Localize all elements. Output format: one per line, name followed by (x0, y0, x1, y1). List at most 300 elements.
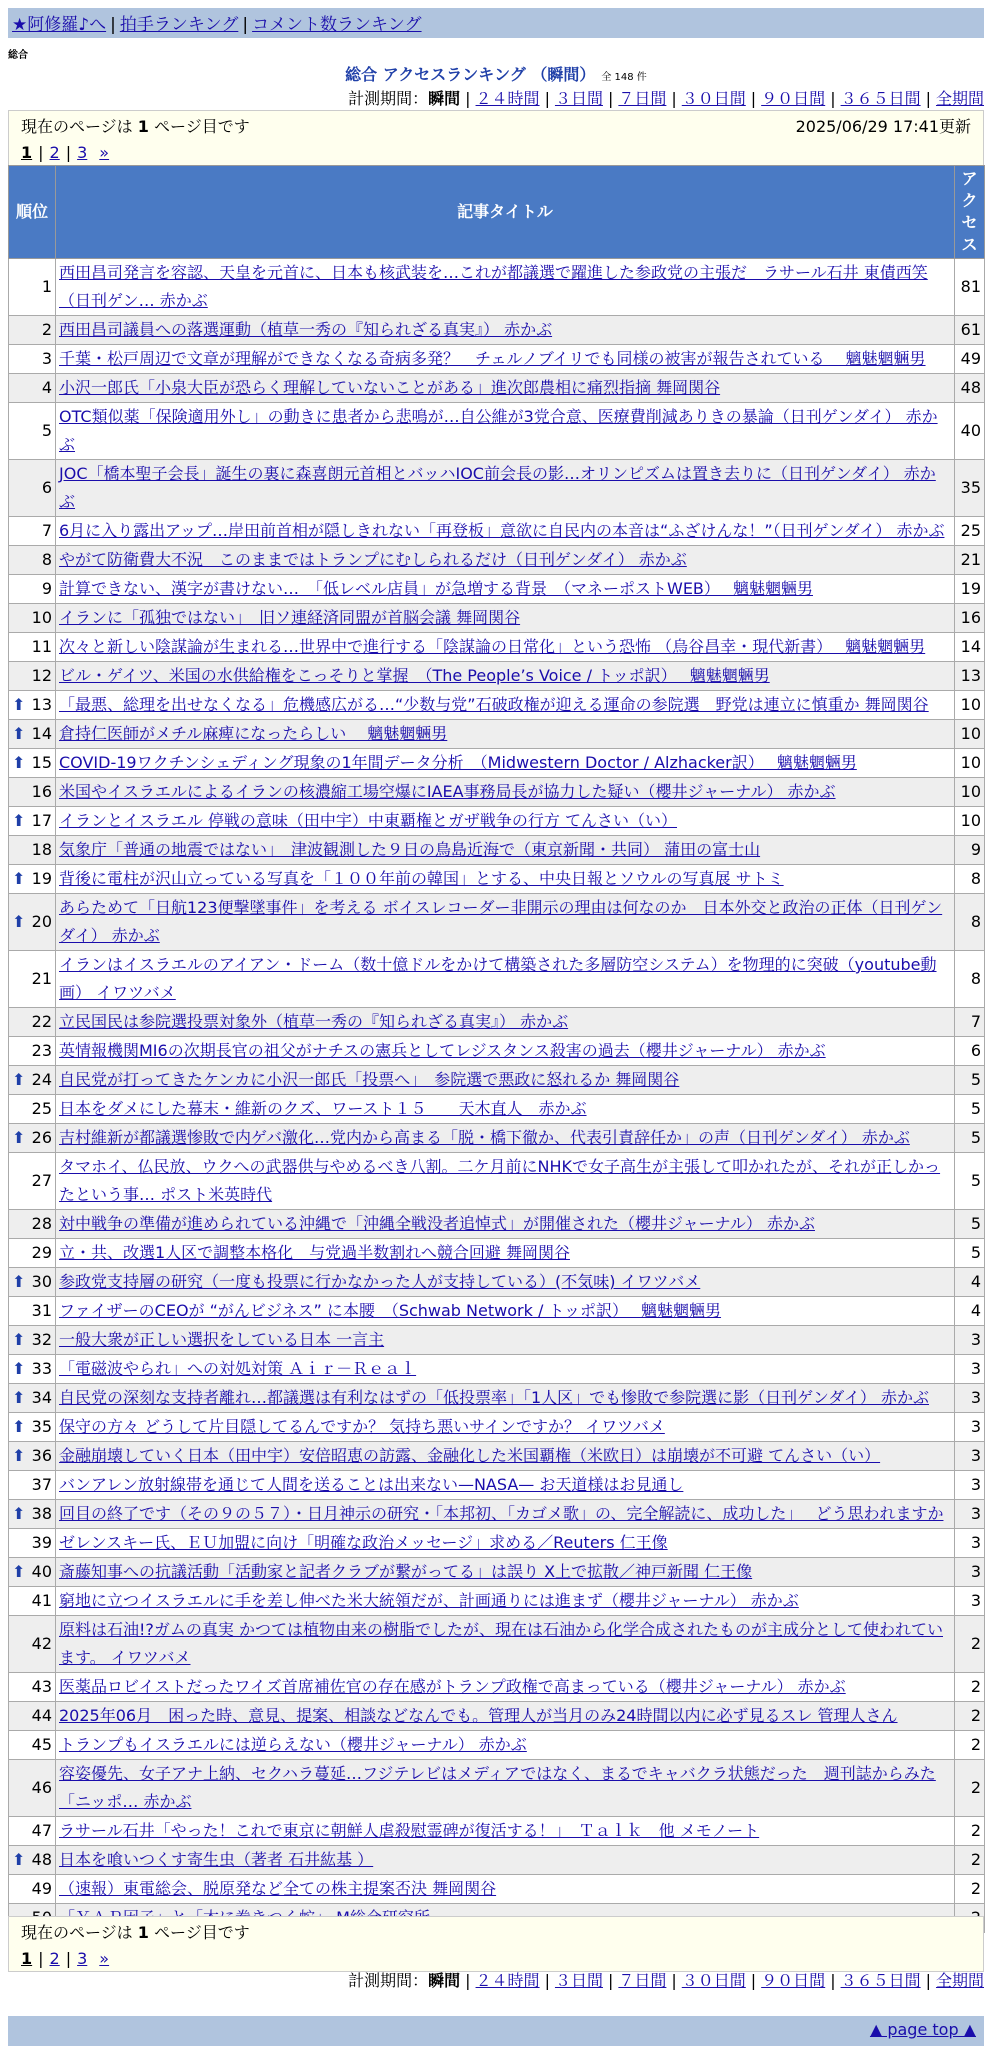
rank-cell (9, 1702, 56, 1731)
period-separator: | (830, 89, 836, 108)
article-link[interactable]: 斎藤知事への抗議活動「活動家と記者クラブが繋がってる」は誤り X上で拡散／神戸新聞 仁王像 (59, 1562, 753, 1581)
article-link[interactable]: 次々と新しい陰謀論が生まれる…世界中で進行する「陰謀論の日常化」という恐怖 （烏谷昌幸・現代新書） 魑魅魍魎男 (59, 637, 926, 656)
table-row (9, 1875, 985, 1904)
title-cell (56, 720, 955, 749)
table-row (9, 1297, 985, 1326)
access-count: 2 (955, 1702, 985, 1731)
title-cell (56, 460, 955, 517)
rank-number: 30 (31, 1272, 52, 1291)
table-row (9, 1500, 985, 1529)
rank-number: 12 (31, 666, 52, 685)
up-arrow-icon: ⬆ (12, 1850, 26, 1869)
period-label: 計測期間： (348, 89, 429, 108)
article-link[interactable]: トランプもイスラエルには逆らえない（櫻井ジャーナル） 赤かぶ (59, 1735, 527, 1754)
page-link[interactable]: 1 (21, 142, 33, 162)
article-link[interactable]: 参政党支持層の研究（一度も投票に行かなかった人が支持している）(不気味) イワツバメ (59, 1272, 701, 1291)
page-link[interactable]: 2 (49, 1948, 60, 1968)
rank-number: 9 (41, 579, 52, 598)
article-link[interactable]: タマホイ、仏民放、ウクへの武器供与やめるべき八割。二ケ月前にNHKで女子高生が主張して叩かれたが、それが正しかったという事… ポスト米英時代 (59, 1157, 941, 1204)
article-link[interactable]: 自民党の深刻な支持者離れ…都議選は有利なはずの「低投票率」「1人区」でも惨敗で参院選に影（日刊ゲンダイ） 赤かぶ (59, 1388, 929, 1407)
title-cell (56, 894, 955, 951)
page-link[interactable]: 3 (77, 1948, 88, 1968)
access-count: 3 (955, 1471, 985, 1500)
rank-cell (9, 1326, 56, 1355)
article-link[interactable]: 日本を喰いつくす寄生虫（著者 石井紘基 ） (59, 1850, 374, 1869)
rank-cell (9, 1846, 56, 1875)
article-link[interactable]: 「電磁波やられ」への対処対策 Ａｉｒ－Ｒｅａｌ (59, 1359, 417, 1378)
table-row (9, 865, 985, 894)
period-link[interactable]: ３６５日間 (840, 1971, 921, 1990)
pagination-status (9, 1917, 983, 1945)
rank-number: 18 (31, 840, 52, 859)
up-arrow-icon: ⬆ (12, 869, 26, 888)
table-row (9, 1326, 985, 1355)
period-link[interactable]: 全期間 (935, 1971, 984, 1990)
rank-cell (9, 575, 56, 604)
article-link[interactable]: 対中戦争の準備が進められている沖縄で「沖縄全戦没者追悼式」が開催された（櫻井ジャーナル） 赤かぶ (59, 1214, 815, 1233)
table-row (9, 316, 985, 345)
rank-number: 10 (31, 608, 52, 627)
title-cell (56, 1529, 955, 1558)
period-selector-bottom (348, 1968, 984, 1991)
access-count: 5 (955, 1066, 985, 1095)
article-link[interactable]: （速報）東電総会、脱原発など全ての株主提案否決 舞岡関谷 (59, 1879, 497, 1898)
period-separator: | (607, 1971, 614, 1990)
title-cell (56, 1153, 955, 1210)
article-link[interactable]: 2025年06月 困った時、意見、提案、相談などなんでも。管理人が当月のみ24時間以内に必ず見るスレ 管理人さん (59, 1706, 898, 1725)
article-link[interactable]: COVID-19ワクチンシェディング現象の1年間データ分析 （Midwestern Doctor / Alzhacker訳） 魑魅魍魎男 (59, 753, 857, 772)
page-separator: | (65, 1948, 72, 1968)
article-link[interactable]: 倉持仁医師がメチル麻痺になったらしい 魑魅魍魎男 (59, 724, 448, 743)
table-row (9, 1587, 985, 1616)
access-count: 4 (955, 1268, 985, 1297)
article-link[interactable]: ビル・ゲイツ、米国の水供給権をこっそりと掌握 （The People’s Voice / トッポ訳） 魑魅魍魎男 (59, 666, 770, 685)
current-page-prefix: 現在のページは (21, 1922, 138, 1942)
title-cell (56, 1239, 955, 1268)
title-cell (56, 1355, 955, 1384)
title-cell (56, 517, 955, 546)
access-count: 3 (955, 1413, 985, 1442)
rank-number: 5 (41, 421, 52, 440)
page-separator: | (38, 1948, 44, 1968)
rank-number: 42 (31, 1634, 52, 1653)
rank-cell (9, 691, 56, 720)
article-link[interactable]: バンアレン放射線帯を通じて人間を送ることは出来ない—NASA— お天道様はお見通し (59, 1475, 684, 1494)
nav-separator: | (242, 15, 249, 35)
article-link[interactable]: 6月に入り露出アップ…岸田前首相が隠しきれない「再登板」意欲に自民内の本音は“ふざけんな！”（日刊ゲンダイ） 赤かぶ (59, 521, 945, 540)
table-row (9, 1442, 985, 1471)
rank-number: 38 (31, 1504, 52, 1523)
article-link[interactable]: ファイザーのCEOが “がんビジネス” に本腰 （Schwab Network / トッポ訳） 魑魅魍魎男 (59, 1301, 722, 1320)
article-link[interactable]: 一般大衆が正しい選択をしている日本 一言主 (59, 1330, 385, 1349)
rank-number: 15 (31, 753, 52, 772)
period-link[interactable]: ７日間 (618, 1971, 667, 1990)
table-row (9, 1413, 985, 1442)
up-arrow-icon: ⬆ (12, 1504, 26, 1523)
rank-cell (9, 807, 56, 836)
article-link[interactable]: あらためて「日航123便撃墜事件」を考える ボイスレコーダー非開示の理由は何なのか 日本外交と政治の正体（日刊ゲンダイ） 赤かぶ (59, 898, 943, 945)
title-cell (56, 1008, 955, 1037)
title-cell (56, 1326, 955, 1355)
rank-number: 26 (31, 1128, 52, 1147)
period-link[interactable]: ７日間 (618, 89, 667, 108)
access-count: 2 (955, 1760, 985, 1817)
pagination-top (8, 110, 984, 166)
access-count: 3 (955, 1442, 985, 1471)
rank-number: 37 (31, 1475, 52, 1494)
next-page-link[interactable]: » (99, 142, 110, 162)
article-link[interactable]: 窮地に立つイスラエルに手を差し伸べた米大統領だが、計画通りには進まず（櫻井ジャーナル） 赤かぶ (59, 1591, 799, 1610)
up-arrow-icon: ⬆ (12, 1562, 26, 1581)
rank-cell (9, 374, 56, 403)
rank-number: 45 (31, 1735, 52, 1754)
title-cell (56, 1558, 955, 1587)
access-count: 10 (955, 691, 985, 720)
period-separator: | (925, 89, 931, 108)
access-count: 4 (955, 1297, 985, 1326)
period-separator: | (925, 1971, 931, 1990)
title-cell (56, 1587, 955, 1616)
rank-number: 46 (31, 1778, 52, 1797)
ranking-title: 総合 アクセスランキング （瞬間） (345, 65, 596, 84)
article-link[interactable]: イランに「孤独ではない」 旧ソ連経済同盟が首脳会議 舞岡関谷 (59, 608, 521, 627)
table-row (9, 1846, 985, 1875)
access-count: 81 (955, 259, 985, 316)
rank-cell (9, 1124, 56, 1153)
rank-cell (9, 1442, 56, 1471)
title-cell (56, 633, 955, 662)
rank-cell (9, 1153, 56, 1210)
table-row (9, 720, 985, 749)
period-separator: | (544, 1971, 550, 1990)
period-link[interactable]: ９０日間 (761, 89, 826, 108)
table-row (9, 1268, 985, 1297)
access-count: 10 (955, 720, 985, 749)
rank-cell (9, 259, 56, 316)
period-link[interactable]: ９０日間 (761, 1971, 826, 1990)
article-link[interactable]: JOC「橋本聖子会長」誕生の裏に森喜朗元首相とバッハIOC前会長の影…オリンピズムは置き去りに（日刊ゲンダイ） 赤かぶ (59, 464, 936, 511)
period-current: 瞬間 (428, 1971, 461, 1990)
rank-number: 32 (31, 1330, 52, 1349)
up-arrow-icon: ⬆ (12, 1359, 26, 1378)
rank-number: 40 (31, 1562, 52, 1581)
rank-cell (9, 894, 56, 951)
page-links (9, 139, 983, 165)
rank-cell (9, 749, 56, 778)
rank-cell (9, 1008, 56, 1037)
period-link[interactable]: ３日間 (554, 1971, 603, 1990)
access-count: 10 (955, 807, 985, 836)
title-cell (56, 1731, 955, 1760)
period-separator: | (671, 89, 677, 108)
period-label: 計測期間： (348, 1971, 429, 1990)
table-row (9, 575, 985, 604)
rank-number: 43 (31, 1677, 52, 1696)
page-title (8, 62, 984, 85)
access-count: 3 (955, 1326, 985, 1355)
table-row (9, 1066, 985, 1095)
rank-number: 33 (31, 1359, 52, 1378)
updated-timestamp: 2025/06/29 17:41更新 (795, 116, 971, 136)
period-link[interactable]: ３日間 (554, 89, 603, 108)
rank-number: 27 (31, 1171, 52, 1190)
title-cell (56, 1875, 955, 1904)
rank-number: 35 (31, 1417, 52, 1436)
rank-cell (9, 1760, 56, 1817)
article-link[interactable]: 英情報機関MI6の次期長官の祖父がナチスの憲兵としてレジスタンス殺害の過去（櫻井ジャーナル） 赤かぶ (59, 1041, 826, 1060)
rank-cell (9, 1095, 56, 1124)
pagination-bottom (8, 1916, 984, 1972)
up-arrow-icon: ⬆ (12, 695, 26, 714)
rank-cell (9, 1529, 56, 1558)
rank-number: 22 (31, 1012, 52, 1031)
access-count: 10 (955, 778, 985, 807)
rank-number: 29 (31, 1243, 52, 1262)
article-link[interactable]: 米国やイスラエルによるイランの核濃縮工場空爆にIAEA事務局長が協力した疑い（櫻井ジャーナル） 赤かぶ (59, 782, 836, 801)
title-cell (56, 836, 955, 865)
title-cell (56, 951, 955, 1008)
period-separator: | (465, 89, 471, 108)
article-link[interactable]: 医薬品ロビイストだったワイズ首席補佐官の存在感がトランプ政権で高まっている（櫻井ジャーナル） 赤かぶ (59, 1677, 846, 1696)
rank-number: 39 (31, 1533, 52, 1552)
period-link[interactable]: ３０日間 (681, 1971, 746, 1990)
home-link[interactable]: ★阿修羅♪へ (12, 15, 107, 35)
table-row (9, 1673, 985, 1702)
article-link[interactable]: 容姿優先、女子アナ上納、セクハラ蔓延…フジテレビはメディアではなく、まるでキャバクラ状態だった 週刊誌からみた「ニッポ… 赤かぶ (59, 1764, 936, 1811)
article-link[interactable]: 「最悪、総理を出せなくなる」危機感広がる…“少数与党”石破政権が迎える運命の参院選 野党は連立に慎重か 舞岡関谷 (59, 695, 929, 714)
header-rank: 順位 (9, 166, 56, 259)
table-row (9, 1471, 985, 1500)
article-link[interactable]: 計算できない、漢字が書けない… 「低レベル店員」が急増する背景 （マネーポストWEB） 魑魅魍魎男 (59, 579, 813, 598)
table-row (9, 1702, 985, 1731)
rank-cell (9, 1066, 56, 1095)
rank-number: 4 (41, 378, 52, 397)
article-link[interactable]: 千葉・松戸周辺で文章が理解ができなくなる奇病多発？ チェルノブイリでも同様の被害が報告されている 魑魅魍魎男 (59, 349, 926, 368)
period-current: 瞬間 (428, 89, 461, 108)
article-link[interactable]: イランとイスラエル 停戦の意味（田中宇）中東覇権とガザ戦争の行方 てんさい（い） (59, 811, 678, 830)
article-link[interactable]: 金融崩壊していく日本（田中宇）安倍昭恵の訪露、金融化した米国覇権（米欧日）は崩壊が不可避 てんさい（い） (59, 1446, 881, 1465)
rank-number: 49 (31, 1879, 52, 1898)
access-count: 2 (955, 1817, 985, 1846)
rank-cell (9, 1210, 56, 1239)
article-link[interactable]: ラサール石井「やった！これで東京に朝鮮人虐殺慰霊碑が復活する！」 Ｔａｌｋ 他 メモノート (59, 1821, 760, 1840)
title-cell (56, 1846, 955, 1875)
up-arrow-icon: ⬆ (12, 1388, 26, 1407)
access-count: 3 (955, 1587, 985, 1616)
title-cell (56, 403, 955, 460)
article-link[interactable]: 原料は石油!?ガムの真実 かつては植物由来の樹脂でしたが、現在は石油から化学合成されたものが主成分として使われています。 イワツバメ (59, 1620, 943, 1667)
table-row (9, 1355, 985, 1384)
table-row (9, 1095, 985, 1124)
table-row (9, 633, 985, 662)
rank-cell (9, 951, 56, 1008)
rank-number: 11 (31, 637, 52, 656)
rank-cell (9, 865, 56, 894)
access-count: 2 (955, 1673, 985, 1702)
table-row (9, 1037, 985, 1066)
access-count: 14 (955, 633, 985, 662)
table-row (9, 1616, 985, 1673)
page-link[interactable]: 2 (49, 142, 60, 162)
rank-cell (9, 1500, 56, 1529)
rank-number: 1 (41, 277, 52, 296)
total-count: 全 148 件 (601, 72, 647, 83)
title-cell (56, 575, 955, 604)
title-cell (56, 1210, 955, 1239)
article-link[interactable]: やがて防衛費大不況 このままではトランプにむしられるだけ（日刊ゲンダイ） 赤かぶ (59, 550, 687, 569)
rank-cell (9, 1616, 56, 1673)
access-count: 8 (955, 865, 985, 894)
rank-number: 36 (31, 1446, 52, 1465)
article-link[interactable]: 保守の方々 どうして片目隠してるんですか？ 気持ち悪いサインですか？ イワツバメ (59, 1417, 665, 1436)
period-link[interactable]: ３０日間 (681, 89, 746, 108)
rank-number: 47 (31, 1821, 52, 1840)
title-cell (56, 807, 955, 836)
access-count: 8 (955, 951, 985, 1008)
rank-cell (9, 1384, 56, 1413)
period-link[interactable]: ３６５日間 (840, 89, 921, 108)
rank-cell (9, 1355, 56, 1384)
current-page-suffix: ページ目です (148, 1922, 250, 1942)
table-row (9, 1731, 985, 1760)
table-row (9, 1760, 985, 1817)
article-link[interactable]: 吉村維新が都議選惨敗で内ゲバ激化…党内から高まる「脱・橋下徹か、代表引責辞任か」の声（日刊ゲンダイ） 赤かぶ (59, 1128, 910, 1147)
article-link[interactable]: 西田昌司議員への落選運動（植草一秀の『知られざる真実』） 赤かぶ (59, 320, 553, 339)
up-arrow-icon: ⬆ (12, 1330, 26, 1349)
rank-cell (9, 403, 56, 460)
rank-number: 25 (31, 1099, 52, 1118)
up-arrow-icon: ⬆ (12, 1070, 26, 1089)
table-row (9, 1210, 985, 1239)
table-row (9, 1124, 985, 1153)
up-arrow-icon: ⬆ (12, 912, 26, 931)
rank-cell (9, 460, 56, 517)
article-link[interactable]: 西田昌司発言を容認、天皇を元首に、日本も核武装を…これが都議選で躍進した参政党の主張だ ラサール石井 東債西笑（日刊ゲン… 赤かぶ (59, 263, 928, 310)
page-link[interactable]: 3 (77, 142, 88, 162)
rank-number: 16 (31, 782, 52, 801)
period-link[interactable]: 全期間 (935, 89, 984, 108)
title-cell (56, 1702, 955, 1731)
table-row (9, 1239, 985, 1268)
rank-cell (9, 1037, 56, 1066)
title-cell (56, 865, 955, 894)
pagination-status (9, 111, 983, 139)
period-separator: | (750, 1971, 757, 1990)
access-count: 19 (955, 575, 985, 604)
comment-ranking-link[interactable]: コメント数ランキング (252, 15, 422, 35)
table-row (9, 259, 985, 316)
up-arrow-icon: ⬆ (12, 1446, 26, 1465)
rank-number: 20 (31, 912, 52, 931)
table-row (9, 1384, 985, 1413)
access-count: 9 (955, 836, 985, 865)
rank-number: 7 (41, 521, 52, 540)
table-row (9, 894, 985, 951)
rank-cell (9, 836, 56, 865)
article-link[interactable]: 回目の終了です（その９の５７）・日月神示の研究・「本邦初、「カゴメ歌」の、完全解読に、成功した」 どう思われますか (59, 1504, 944, 1523)
title-cell (56, 1384, 955, 1413)
rank-cell (9, 633, 56, 662)
ranking-table (8, 165, 985, 1933)
period-link[interactable]: ２４時間 (475, 1971, 540, 1990)
title-cell (56, 1616, 955, 1673)
clap-ranking-link[interactable]: 拍手ランキング (119, 15, 239, 35)
article-link[interactable]: 背後に電柱が沢山立っている写真を「１００年前の韓国」とする、中央日報とソウルの写真展 サトミ (59, 869, 784, 888)
article-link[interactable]: 小沢一郎氏「小泉大臣が恐らく理解していないことがある」進次郎農相に痛烈指摘 舞岡関谷 (59, 378, 721, 397)
footer-bar (8, 2016, 984, 2046)
up-arrow-icon: ⬆ (12, 811, 26, 830)
title-cell (56, 749, 955, 778)
article-link[interactable]: 自民党が打ってきたケンカに小沢一郎氏「投票へ」 参院選で悪政に怒れるか 舞岡関谷 (59, 1070, 680, 1089)
rank-cell (9, 1239, 56, 1268)
article-link[interactable]: ゼレンスキー氏、ＥＵ加盟に向け「明確な政治メッセージ」求める／Reuters 仁王像 (59, 1533, 668, 1552)
page-link[interactable]: 1 (21, 1948, 33, 1968)
article-link[interactable]: OTC類似薬「保険適用外し」の動きに患者から悲鳴が…自公維が3党合意、医療費削減ありきの暴論（日刊ゲンダイ） 赤かぶ (59, 407, 938, 454)
table-row (9, 951, 985, 1008)
access-count: 10 (955, 749, 985, 778)
rank-number: 44 (31, 1706, 52, 1725)
period-separator: | (544, 89, 550, 108)
table-row (9, 1817, 985, 1846)
table-row (9, 345, 985, 374)
up-arrow-icon: ⬆ (12, 724, 26, 743)
article-link[interactable]: 立民国民は参院選投票対象外（植草一秀の『知られざる真実』） 赤かぶ (59, 1012, 569, 1031)
period-separator: | (465, 1971, 471, 1990)
page-top-link[interactable]: ▲ page top ▲ (869, 2020, 976, 2039)
access-count: 5 (955, 1124, 985, 1153)
page-separator: | (38, 142, 44, 162)
rank-number: 41 (31, 1591, 52, 1610)
rank-cell (9, 1471, 56, 1500)
table-row (9, 749, 985, 778)
article-link[interactable]: 気象庁「普通の地震ではない」 津波観測した９日の鳥島近海で（東京新聞・共同） 蒲田の富士山 (59, 840, 761, 859)
table-row (9, 374, 985, 403)
period-separator: | (607, 89, 614, 108)
access-count: 13 (955, 662, 985, 691)
table-row (9, 546, 985, 575)
article-link[interactable]: イランはイスラエルのアイアン・ドーム（数十億ドルをかけて構築された多層防空システム）を物理的に突破（youtube動画） イワツバメ (59, 955, 937, 1002)
current-page-text (21, 1920, 250, 1943)
rank-cell (9, 1731, 56, 1760)
current-page-prefix: 現在のページは (21, 116, 138, 136)
article-link[interactable]: 日本をダメにした幕末・維新のクズ、ワースト１５ 天木直人 赤かぶ (59, 1099, 587, 1118)
rank-cell (9, 662, 56, 691)
access-count: 3 (955, 1529, 985, 1558)
rank-number: 24 (31, 1070, 52, 1089)
current-page-text (21, 114, 250, 137)
up-arrow-icon: ⬆ (12, 1272, 26, 1291)
rank-number: 3 (41, 349, 52, 368)
article-link[interactable]: 立・共、改選1人区で調整本格化 与党過半数割れへ競合回避 舞岡関谷 (59, 1243, 570, 1262)
access-count: 2 (955, 1846, 985, 1875)
title-cell (56, 1442, 955, 1471)
current-page-number: 1 (137, 116, 149, 136)
rank-cell (9, 517, 56, 546)
period-link[interactable]: ２４時間 (475, 89, 540, 108)
next-page-link[interactable]: » (99, 1948, 110, 1968)
rank-cell (9, 546, 56, 575)
title-cell (56, 1500, 955, 1529)
title-cell (56, 1673, 955, 1702)
table-row (9, 1529, 985, 1558)
up-arrow-icon: ⬆ (12, 1128, 26, 1147)
rank-number: 28 (31, 1214, 52, 1233)
title-cell (56, 1124, 955, 1153)
rank-number: 8 (41, 550, 52, 569)
access-count: 2 (955, 1875, 985, 1904)
rank-cell (9, 1558, 56, 1587)
title-cell (56, 1413, 955, 1442)
